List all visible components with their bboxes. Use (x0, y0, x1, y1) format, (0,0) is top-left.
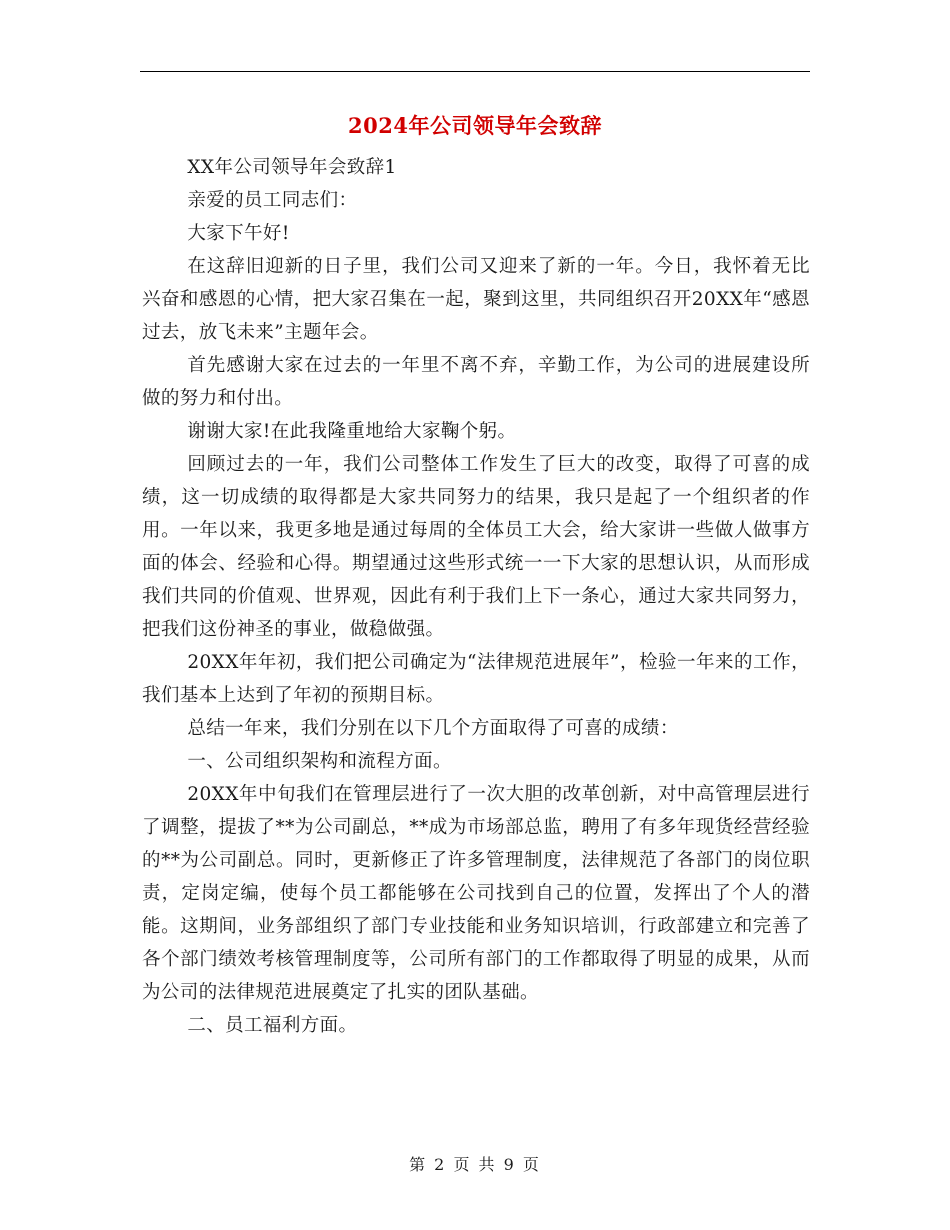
paragraph: 谢谢大家!在此我隆重地给大家鞠个躬。 (187, 421, 517, 442)
paragraph: 回顾过去的一年，我们公司整体工作发生了巨大的改变，取得了可喜的成绩，这一切成绩的取得都是大家共同努力的结果，我只是起了一个组织者的作用。一年以来，我更多地是通过每周的全体员工大会，给大家讲一些做人做事方面的体会、经验和心得。期望通过这些形式统一一下大家的思想认识，从而形成我们共同的价值观、世界观，因此有利于我们上下一条心，通过大家共同努力，把我们这份神圣的事业，做稳做强。 (142, 454, 810, 640)
paragraph: 亲爱的员工同志们： (187, 190, 358, 211)
paragraph: 20XX年中旬我们在管理层进行了一次大胆的改革创新，对中高管理层进行了调整，提拔了**为公司副总，**成为市场部总监，聘用了有多年现货经营经验的**为公司副总。同时，更新修正了许多管理制度，法律规范了各部门的岗位职责，定岗定编，使每个员工都能够在公司找到自己的位置，发挥出了个人的潜能。这期间，业务部组织了部门专业技能和业务知识培训，行政部建立和完善了各个部门绩效考核管理制度等，公司所有部门的工作都取得了明显的成果，从而为公司的法律规范进展奠定了扎实的团队基础。 (142, 784, 810, 1003)
paragraph: 在这辞旧迎新的日子里，我们公司又迎来了新的一年。今日，我怀着无比兴奋和感恩的心情，把大家召集在一起，聚到这里，共同组织召开20XX年“感恩过去，放飞未来”主题年会。 (142, 256, 810, 343)
paragraph: 20XX年年初，我们把公司确定为“法律规范进展年”，检验一年来的工作，我们基本上达到了年初的预期目标。 (142, 652, 810, 706)
paragraph: 首先感谢大家在过去的一年里不离不弃，辛勤工作，为公司的进展建设所做的努力和付出。 (142, 355, 810, 409)
document-title: 2024年公司领导年会致辞 (348, 113, 602, 138)
paragraph: 大家下午好! (187, 223, 290, 244)
section-heading: 二、员工福利方面。 (187, 1015, 358, 1036)
page-number-footer: 第 2 页 共 9 页 (409, 1155, 541, 1174)
section-heading: 一、公司组织架构和流程方面。 (187, 751, 452, 772)
paragraph: XX年公司领导年会致辞1 (187, 157, 397, 178)
document-body (142, 151, 810, 1042)
paragraph: 总结一年来，我们分别在以下几个方面取得了可喜的成绩： (187, 718, 679, 739)
header-rule (140, 71, 810, 72)
